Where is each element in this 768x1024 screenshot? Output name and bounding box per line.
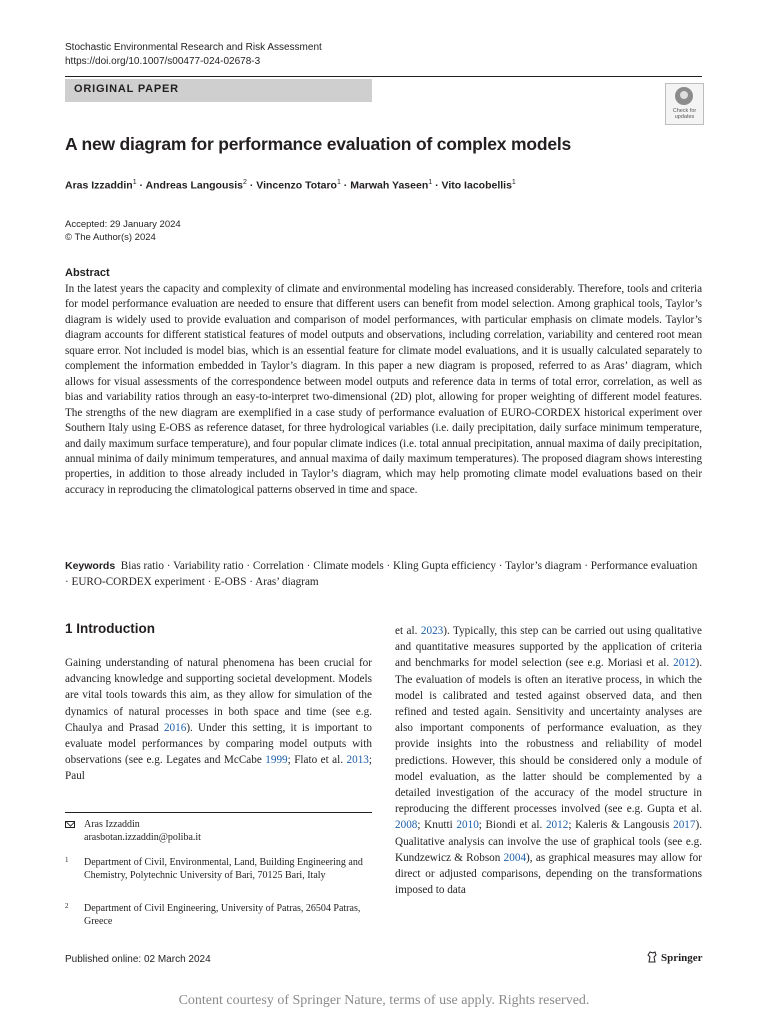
- intro-text-run: ; Kaleris & Langousis: [568, 819, 674, 832]
- intro-text-run: ). The evaluation of models is often an iterative process, in which the model is calibrated and tested against observed data, and then refined and tested again. Sensitivity and uncertainty analyses are also important components of performance evaluation, as they provide insights into the robustness and reliability of model predictions. However, this should be considered only a module of model evaluation, as the latter should be complemented by a detailed investigation of the accuracy of the model structure in reproducing the different processes involved (see e.g. Gupta et al.: [395, 657, 702, 816]
- abstract-heading: Abstract: [65, 267, 110, 279]
- citation-link[interactable]: 2013: [346, 754, 369, 767]
- author-list: [65, 179, 516, 192]
- intro-text-run: ). Qualitative analysis can involve the use of graphical tools (see e.g. Kundzewicz & Robson: [395, 819, 702, 864]
- citation-link[interactable]: 2008: [395, 819, 418, 832]
- accepted-date: Accepted: 29 January 2024: [65, 219, 181, 230]
- journal-header: [65, 41, 322, 69]
- citation-link[interactable]: 2004: [503, 851, 527, 864]
- article-dates: [65, 218, 181, 244]
- keywords-text: Bias ratio · Variability ratio · Correlation · Climate models · Kling Gupta efficiency · Taylor’s diagram · Performance evaluation · EURO-CORDEX experiment · E-OBS · Aras’ diagram: [65, 560, 698, 588]
- envelope-icon: [65, 821, 75, 828]
- author-name[interactable]: Aras Izzaddin: [65, 179, 133, 192]
- intro-text-run: ; Knutti: [417, 819, 457, 832]
- intro-column-right: [395, 623, 702, 898]
- journal-name: Stochastic Environmental Research and Risk Assessment: [65, 42, 322, 53]
- publisher-name: Springer: [661, 952, 703, 964]
- citation-link[interactable]: 2023: [420, 625, 444, 637]
- check-for-updates-icon: [675, 87, 693, 105]
- corresponding-author-name: Aras Izzaddin: [84, 819, 140, 830]
- author-affiliation-mark: 1: [511, 179, 516, 186]
- author-separator: ·: [246, 179, 257, 192]
- author-affiliation-mark: 1: [428, 179, 433, 186]
- keywords-block: [65, 558, 702, 590]
- corresponding-author-email[interactable]: arasbotan.izzaddin@poliba.it: [84, 832, 201, 843]
- keywords-heading: Keywords: [65, 560, 116, 572]
- author-name[interactable]: Marwah Yaseen: [350, 179, 429, 192]
- intro-text-run: ; Flato et al.: [287, 754, 347, 767]
- author-affiliation-mark: 1: [132, 179, 137, 186]
- courtesy-notice: Content courtesy of Springer Nature, terms of use apply. Rights reserved.: [178, 993, 590, 1008]
- intro-text-run: ; Paul: [65, 754, 372, 783]
- citation-link[interactable]: 2016: [163, 721, 187, 734]
- intro-text-run: ). Under this setting, it is important to evaluate model performances by comparing model outputs with observations (see e.g. Legates and McCabe: [65, 721, 373, 767]
- affiliation-2: 2 Department of Civil Engineering, University of Patras, 26504 Patras, Greece: [65, 902, 361, 927]
- citation-link[interactable]: 2017: [673, 819, 696, 832]
- section-heading-introduction: 1 Introduction: [65, 621, 155, 636]
- intro-text-run: Gaining understanding of natural phenomena has been crucial for advancing knowledge and supporting societal development. Models are vital tools towards this aim, as they allow for simulation of the dynamics of natural processes in both space and time (see e.g. Chaulya and Prasad: [65, 657, 372, 734]
- author-affiliation-mark: 1: [336, 179, 341, 186]
- publisher-logo: [647, 951, 703, 964]
- article-type-label: ORIGINAL PAPER: [74, 83, 179, 95]
- intro-text-run: et al.: [395, 625, 421, 637]
- intro-text-run: ; Biondi et al.: [478, 819, 546, 832]
- author-name[interactable]: Vito Iacobellis: [441, 179, 512, 192]
- corresponding-author-note: [65, 818, 372, 846]
- intro-column-left: [65, 655, 372, 785]
- header-rule: [65, 76, 702, 77]
- author-separator: ·: [136, 179, 146, 192]
- intro-text-run: ). Typically, this step can be carried out using qualitative and quantitative measures supported by the application of criteria and benchmarks for model selection (see e.g. Moriasi et al.: [395, 625, 702, 670]
- author-affiliation-mark: 2: [243, 179, 247, 186]
- author-name[interactable]: Vincenzo Totaro: [256, 179, 337, 192]
- author-name[interactable]: Andreas Langousis: [145, 179, 243, 192]
- check-for-updates-badge[interactable]: Check for updates: [665, 83, 704, 125]
- paper-title: A new diagram for performance evaluation of complex models: [65, 134, 572, 154]
- citation-link[interactable]: 2012: [545, 819, 569, 832]
- citation-link[interactable]: 2010: [456, 819, 479, 832]
- citation-link[interactable]: 2012: [673, 657, 696, 670]
- copyright-notice: © The Author(s) 2024: [65, 232, 156, 243]
- author-separator: ·: [432, 179, 442, 192]
- affiliation-1: 1 Department of Civil, Environmental, Land, Building Engineering and Chemistry, Polytechnic University of Bari, 70125 Bari, Italy: [65, 856, 363, 881]
- abstract-text: In the latest years the capacity and complexity of climate and environmental modeling has increased considerably. Therefore, tools and criteria for model performance evaluation are needed to ensure that different users can benefit from model selection. Among graphical tools, Taylor’s diagram is widely used to provide evaluation and comparison of model performances, with particular emphasis on climate models. Taylor’s diagram accounts for different statistical features of model outputs and observations, including correlation, variability and centered root mean square error. Not included is model bias, which is an essential feature for climate model evaluations, and it is usually calculated separately to complement the information embedded in Taylor’s diagram. In this paper a new diagram is proposed, referred to as Aras’ diagram, which allows for visual assessments of the correspondence between model outputs and reference data in terms of total error, correlation, as well as bias and variability ratios through an easy-to-interpret two-dimensional (2D) plot, allowing for proper weighting of different model features. The strengths of the new diagram are exemplified in a case study of performance evaluation of EURO-CORDEX historical experiment over Southern Italy using E-OBS as reference dataset, for three hydrological variables (i.e. daily precipitation, daily surface minimum temperature, and daily maximum surface temperature), and four popular climate indices (i.e. total annual precipitation, annual maxima of daily precipitation, annual minima of daily minimum temperatures, and annual maxima of daily maximum temperatures). The proposed diagram shows interesting properties, in addition to those already included in Taylor’s diagram, which may help promoting climate model evaluations based on their accuracy in reproducing the climatological patterns observed in time and space.: [65, 283, 702, 496]
- author-separator: ·: [340, 179, 351, 192]
- intro-text-run: ), as graphical measures may allow for direct or adjusted comparisons, depending on the transformations imposed to data: [395, 851, 703, 897]
- published-date: Published online: 02 March 2024: [65, 954, 211, 965]
- springer-horse-icon: [647, 951, 657, 963]
- citation-link[interactable]: 1999: [265, 754, 288, 767]
- article-type-bar: [65, 79, 372, 102]
- footnote-rule: [65, 812, 372, 813]
- doi-link[interactable]: https://doi.org/10.1007/s00477-024-02678-3: [65, 56, 261, 67]
